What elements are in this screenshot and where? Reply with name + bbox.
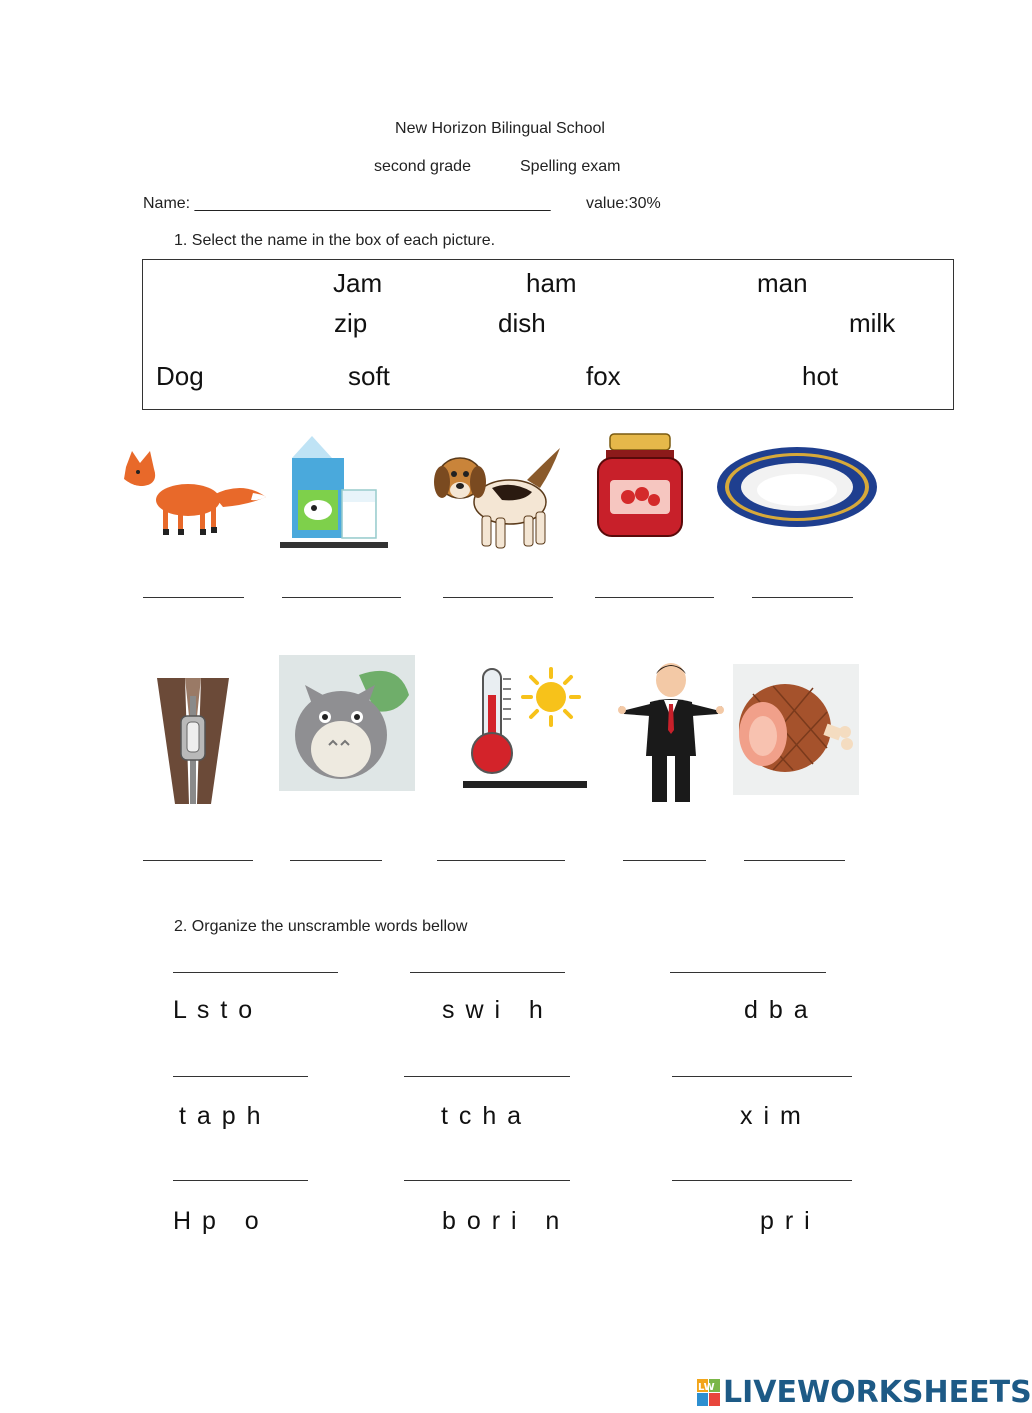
- answer-line[interactable]: [672, 1076, 852, 1077]
- scrambled-word: p r i: [760, 1207, 812, 1235]
- ham-picture: [733, 664, 859, 795]
- answer-line[interactable]: [437, 860, 565, 861]
- scrambled-word: L s t o: [173, 996, 255, 1024]
- answer-line[interactable]: [404, 1076, 570, 1077]
- school-title: New Horizon Bilingual School: [395, 120, 605, 137]
- answer-line[interactable]: [623, 860, 706, 861]
- scrambled-word: t c h a: [441, 1102, 524, 1130]
- bank-word: dish: [498, 308, 546, 338]
- logo-badge-icon: [697, 1379, 721, 1409]
- bank-word: fox: [586, 361, 621, 391]
- answer-line[interactable]: [672, 1180, 852, 1181]
- answer-line[interactable]: [670, 972, 826, 973]
- answer-line[interactable]: [173, 1076, 308, 1077]
- milk-picture: [280, 430, 390, 550]
- thermometer-picture: [463, 665, 587, 791]
- name-field[interactable]: Name: ________________________________________: [143, 195, 551, 212]
- logo-badge-text: LW: [698, 1382, 715, 1393]
- scrambled-word: H p o: [173, 1207, 261, 1235]
- bank-word: zip: [334, 308, 368, 338]
- dish-picture: [716, 446, 878, 528]
- answer-line[interactable]: [443, 597, 553, 598]
- answer-line[interactable]: [143, 860, 253, 861]
- scrambled-word: t a p h: [179, 1102, 263, 1130]
- answer-line[interactable]: [290, 860, 382, 861]
- section2-instruction: 2. Organize the unscramble words bellow: [174, 918, 468, 935]
- fox-picture: [118, 445, 268, 540]
- exam-label: Spelling exam: [520, 158, 621, 175]
- word-bank-box: [142, 259, 954, 410]
- bank-word: Dog: [156, 361, 204, 391]
- answer-line[interactable]: [595, 597, 714, 598]
- scrambled-word: d b a: [744, 996, 810, 1024]
- answer-line[interactable]: [404, 1180, 570, 1181]
- logo-text: LIVEWORKSHEETS: [723, 1375, 1032, 1410]
- man-picture: [616, 660, 726, 806]
- liveworksheets-logo: [697, 1375, 1032, 1411]
- answer-line[interactable]: [410, 972, 565, 973]
- section1-instruction: 1. Select the name in the box of each picture.: [174, 232, 496, 249]
- answer-line[interactable]: [143, 597, 244, 598]
- scrambled-word: s w i h: [442, 996, 545, 1024]
- value-label: value:30%: [586, 195, 661, 212]
- zipper-picture: [155, 676, 231, 804]
- answer-line[interactable]: [282, 597, 401, 598]
- bank-word: man: [757, 268, 808, 298]
- dog-picture: [432, 440, 567, 552]
- bank-word: ham: [526, 268, 577, 298]
- jam-picture: [596, 432, 684, 540]
- bank-word: hot: [802, 361, 839, 391]
- grade-label: second grade: [374, 158, 471, 175]
- soft-toy-picture: [279, 655, 415, 791]
- bank-word: milk: [849, 308, 896, 338]
- scrambled-word: b o r i n: [442, 1207, 562, 1235]
- answer-line[interactable]: [173, 972, 338, 973]
- answer-line[interactable]: [744, 860, 845, 861]
- bank-word: soft: [348, 361, 390, 391]
- answer-line[interactable]: [173, 1180, 308, 1181]
- answer-line[interactable]: [752, 597, 853, 598]
- scrambled-word: x i m: [740, 1102, 803, 1130]
- bank-word: Jam: [333, 268, 383, 298]
